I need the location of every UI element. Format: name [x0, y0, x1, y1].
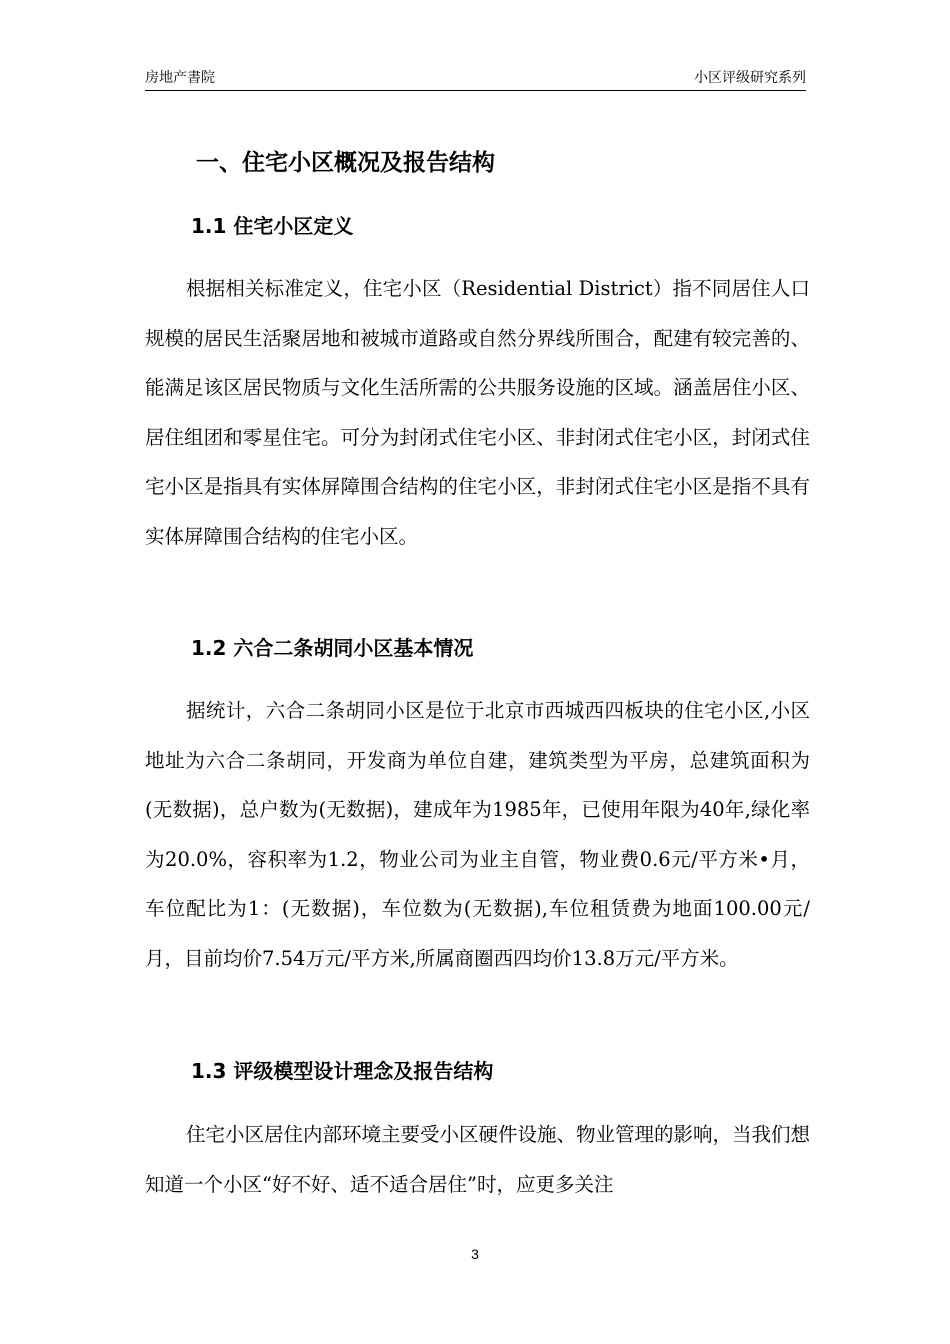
- section-title-1-1: 1.1 住宅小区定义: [191, 214, 354, 238]
- section-paragraph-1-2: 据统计，六合二条胡同小区是位于北京市西城西四板块的住宅小区,小区地址为六合二条胡同，开发商为单位自建，建筑类型为平房，总建筑面积为(无数据)，总户数为(无数据)，建成年为1985年，已使用年限为40年,绿化率为20.0%，容积率为1.2，物业公司为业主自管，物业费0.6元/平方米•月，车位配比为1：(无数据)，车位数为(无数据),车位租赁费为地面100.00元/月，目前均价7.54万元/平方米,所属商圈西四均价13.8万元/平方米。: [145, 699, 810, 970]
- page-header: [145, 66, 806, 91]
- header-series-title: 小区评级研究系列: [694, 70, 806, 86]
- section-paragraph-1-1: 根据相关标准定义，住宅小区（Residential District）指不同居住人口规模的居民生活聚居地和被城市道路或自然分界线所围合，配建有较完善的、能满足该区居民物质与文化生活所需的公共服务设施的区域。涵盖居住小区、居住组团和零星住宅。可分为封闭式住宅小区、非封闭式住宅小区，封闭式住宅小区是指具有实体屏障围合结构的住宅小区，非封闭式住宅小区是指不具有实体屏障围合结构的住宅小区。: [145, 277, 810, 548]
- chapter-title: 一、住宅小区概况及报告结构: [196, 150, 495, 176]
- page-number: 3: [471, 1246, 479, 1262]
- section-paragraph-1-3: 住宅小区居住内部环境主要受小区硬件设施、物业管理的影响，当我们想知道一个小区“好不好、适不适合居住”时，应更多关注: [145, 1123, 811, 1196]
- header-publisher: 房地产書院: [145, 70, 215, 86]
- section-title-1-3: 1.3 评级模型设计理念及报告结构: [191, 1059, 494, 1083]
- section-title-1-2: 1.2 六合二条胡同小区基本情况: [191, 636, 474, 660]
